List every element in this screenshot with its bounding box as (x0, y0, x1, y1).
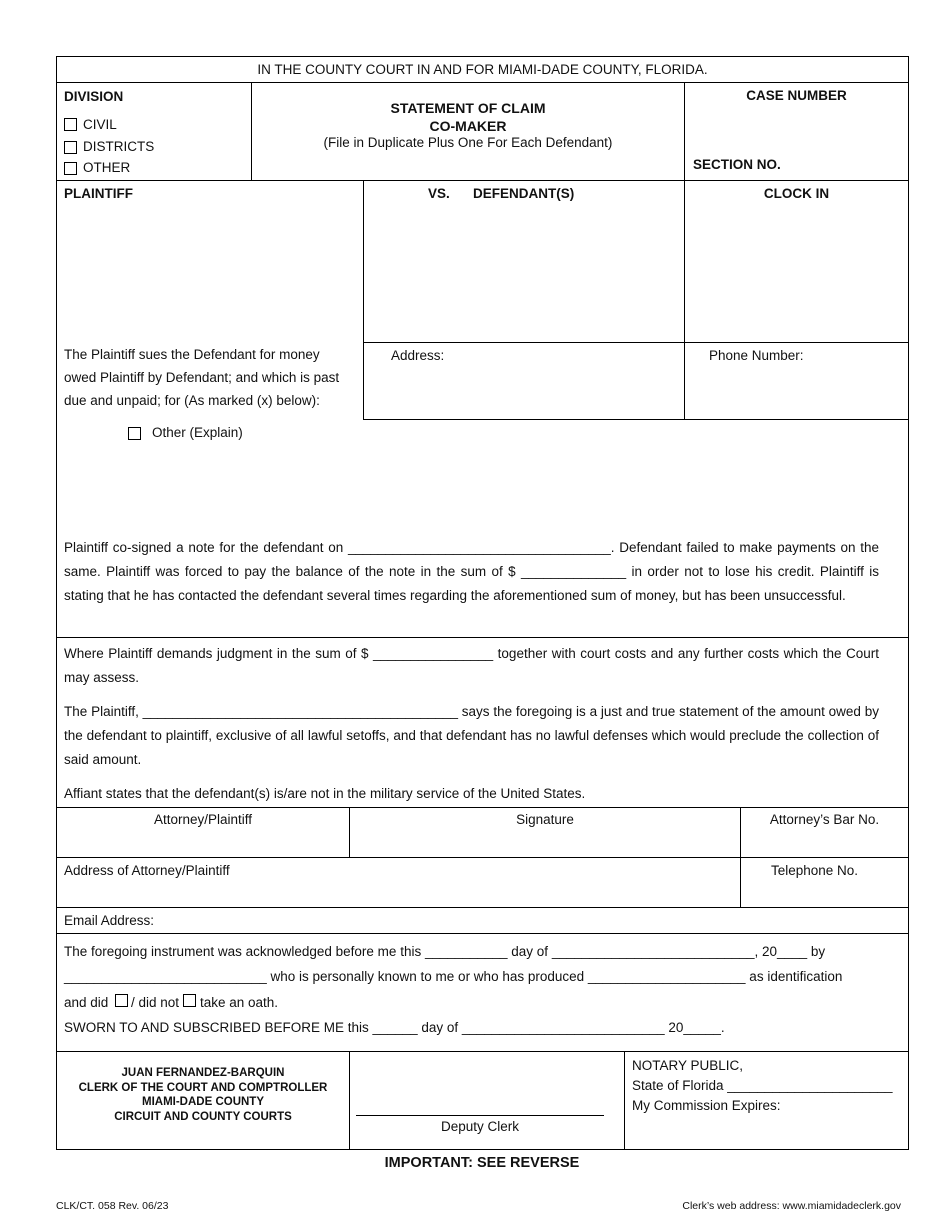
oath-did-not-checkbox[interactable] (183, 994, 196, 1007)
bar-number-label: Attorney’s Bar No. (769, 812, 880, 827)
important-notice: IMPORTANT: SEE REVERSE (384, 1155, 580, 1171)
case-number-label: CASE NUMBER (746, 88, 847, 103)
form-id: CLK/CT. 058 Rev. 06/23 (56, 1200, 169, 1212)
signature-label: Signature (516, 812, 574, 827)
acknowledgment-line-2: ___________________________ who is personally known to me or who has produced _____________________ as identification (64, 969, 843, 984)
section-number-label: SECTION NO. (693, 157, 781, 172)
clerk-title: CLERK OF THE COURT AND COMPTROLLER (78, 1081, 328, 1094)
deputy-clerk-label: Deputy Clerk (440, 1119, 520, 1134)
telephone-label: Telephone No. (770, 863, 859, 878)
districts-checkbox[interactable] (64, 141, 77, 154)
oath-did-label: and did (64, 995, 109, 1010)
acknowledgment-line-1: The foregoing instrument was acknowledged before me this ___________ day of ___________________________, 20____ by (64, 944, 826, 959)
form-title: STATEMENT OF CLAIM (390, 100, 546, 116)
other-checkbox[interactable] (64, 162, 77, 175)
other-explain-checkbox[interactable] (128, 427, 141, 440)
oath-did-checkbox[interactable] (115, 994, 128, 1007)
other-explain-label: Other (Explain) (152, 425, 243, 440)
clerk-county: MIAMI-DADE COUNTY (141, 1096, 265, 1108)
oath-did-not-label: / did not (131, 995, 180, 1010)
notary-public-label: NOTARY PUBLIC, (632, 1058, 744, 1073)
form-title-note: (File in Duplicate Plus One For Each Defendant) (323, 135, 613, 150)
phone-number-label: Phone Number: (709, 348, 804, 363)
deputy-clerk-signature-line (356, 1115, 604, 1116)
clock-in-label: CLOCK IN (763, 186, 830, 201)
military-statement: Affiant states that the defendant(s) is/are not in the military service of the United States. (64, 786, 586, 801)
address-label: Address: (391, 348, 445, 363)
cosign-paragraph: Plaintiff co-signed a note for the defendant on ___________________________________. Defendant failed to make payments on the same. Plaintiff was forced to pay the balance of the note in the sum of $ ______________ in order not to lose his credit. Plaintiff is stating that he has contacted the defendant several times regarding the aforementioned sum of money, but has been unsuccessful. (64, 540, 879, 603)
clerk-name: JUAN FERNANDEZ-BARQUIN (121, 1067, 285, 1079)
clerk-web-address: Clerk’s web address: www.miamidadeclerk.gov (682, 1200, 901, 1212)
civil-label: CIVIL (83, 117, 117, 132)
court-heading: IN THE COUNTY COURT IN AND FOR MIAMI-DADE COUNTY, FLORIDA. (257, 62, 708, 77)
oath-take-label: take an oath. (200, 995, 279, 1010)
districts-label: DISTRICTS (83, 139, 155, 154)
division-label: DIVISION (64, 89, 124, 104)
notary-block (632, 1056, 892, 1116)
demand-paragraph: Where Plaintiff demands judgment in the sum of $ ________________ together with court costs and any further costs which the Court may assess. (64, 646, 879, 685)
commission-expires-label: My Commission Expires: (632, 1098, 781, 1113)
attorney-address-label: Address of Attorney/Plaintiff (64, 863, 230, 878)
clerk-courts: CIRCUIT AND COUNTY COURTS (114, 1110, 292, 1123)
defendant-label: DEFENDANT(S) (473, 186, 575, 201)
vs-label: VS. (428, 186, 450, 201)
email-label: Email Address: (64, 913, 155, 928)
sues-statement: The Plaintiff sues the Defendant for money owed Plaintiff by Defendant; and which is past due and unpaid; for (As marked (x) below): (64, 347, 340, 408)
plaintiff-label: PLAINTIFF (64, 186, 133, 201)
attorney-plaintiff-label: Attorney/Plaintiff (153, 812, 253, 827)
other-label: OTHER (83, 160, 131, 175)
sworn-line: SWORN TO AND SUBSCRIBED BEFORE ME this ______ day of ___________________________ 20_____. (64, 1020, 725, 1035)
civil-checkbox[interactable] (64, 118, 77, 131)
form-subtitle: CO-MAKER (429, 118, 507, 134)
state-of-florida-line: State of Florida ______________________ (632, 1078, 893, 1093)
clerk-block (57, 1066, 349, 1124)
statement-paragraph: The Plaintiff, __________________________________________ says the foregoing is a just and true statement of the amount owed by the defendant to plaintiff, exclusive of all lawful setoffs, and that defendant has no lawful defenses which would preclude the collection of said amount. (64, 704, 879, 767)
